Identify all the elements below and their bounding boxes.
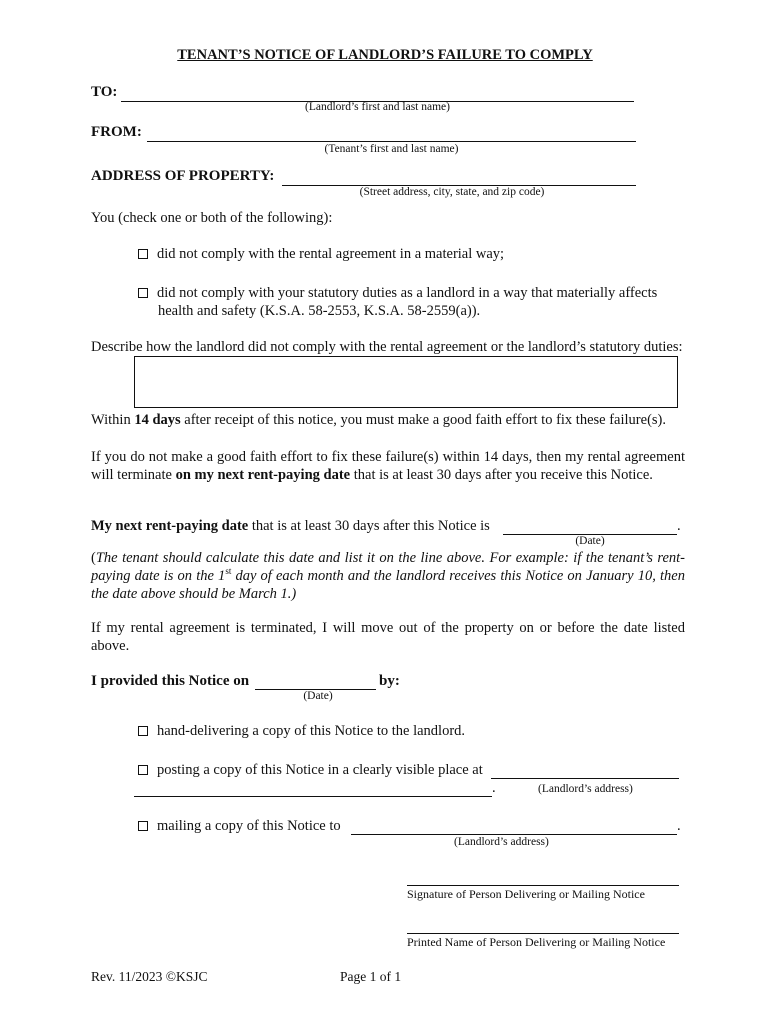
from-label: FROM: [91,124,142,140]
mailing-address-hint: (Landlord’s address) [454,836,549,848]
signature-caption: Signature of Person Delivering or Mailing Notice [407,887,645,901]
posting-address-line-1[interactable] [491,778,679,779]
signature-line[interactable] [407,885,679,886]
checkbox-icon[interactable] [138,765,148,775]
footer-revision: Rev. 11/2023 ©KSJC [91,969,208,984]
from-hint: (Tenant’s first and last name) [324,143,459,155]
checkbox-icon[interactable] [138,726,148,736]
mailing-address-line[interactable] [351,834,677,835]
provided-label: I provided this Notice on [91,673,250,689]
describe-instruction: Describe how the landlord did not comply with the rental agreement or the landlord’s statutory duties: [91,339,683,355]
provided-by-label: by: [379,673,400,689]
printed-name-caption: Printed Name of Person Delivering or Mailing Notice [407,935,666,949]
printed-name-line[interactable] [407,933,679,934]
option-statutory-duties[interactable] [138,285,657,302]
describe-text-box[interactable] [134,356,678,408]
next-rent-date-hint: (Date) [575,535,605,547]
example-paragraph: (The tenant should calculate this date and list it on the line above. For example: if the tenant’s rent-paying date is on the 1st day of each month and the landlord receives this Notice on January 10, then the date above should be March 1.) [91,550,685,602]
checkbox-icon[interactable] [138,288,148,298]
move-out-paragraph: If my rental agreement is terminated, I will move out of the property on or before the date listed above. [91,620,685,654]
checkbox-icon[interactable] [138,249,148,259]
posting-address-line-2[interactable] [134,796,492,797]
option-2-text-line1: did not comply with your statutory duties as a landlord in a way that materially affects [157,285,658,301]
method-posting[interactable] [138,762,483,779]
option-material-breach[interactable] [138,246,504,263]
method-mailing[interactable] [138,818,341,835]
provided-date-hint: (Date) [303,690,333,702]
to-hint: (Landlord’s first and last name) [305,101,450,113]
posting-period: . [492,780,496,796]
address-label: ADDRESS OF PROPERTY: [91,168,275,184]
method-hand-delivery[interactable] [138,723,465,740]
posting-text: posting a copy of this Notice in a clearly visible place at [157,762,483,778]
footer-page-number: Page 1 of 1 [340,969,402,984]
checkbox-icon[interactable] [138,821,148,831]
mailing-period: . [677,818,681,834]
hand-delivery-text: hand-delivering a copy of this Notice to the landlord. [157,723,466,739]
document-title: TENANT’S NOTICE OF LANDLORD’S FAILURE TO COMPLY [177,47,593,63]
to-label: TO: [91,84,118,100]
posting-address-hint: (Landlord’s address) [538,783,633,795]
option-2-text-line2: health and safety (K.S.A. 58-2553, K.S.A. 58-2559(a)). [158,303,481,319]
next-rent-date-period: . [677,518,681,534]
address-hint: (Street address, city, state, and zip code) [359,186,545,198]
mailing-text: mailing a copy of this Notice to [157,818,341,834]
check-intro: You (check one or both of the following): [91,210,333,226]
option-1-text: did not comply with the rental agreement in a material way; [157,246,505,262]
next-rent-date-label: My next rent-paying date that is at least 30 days after this Notice is [91,518,490,534]
from-input-line[interactable] [147,141,636,142]
within-14-days-text: Within 14 days after receipt of this notice, you must make a good faith effort to fix these failure(s). [91,412,666,428]
termination-paragraph: If you do not make a good faith effort to fix these failure(s) within 14 days, then my rental agreement will terminate on my next rent-paying date that is at least 30 days after you receive this Notice. [91,449,685,483]
